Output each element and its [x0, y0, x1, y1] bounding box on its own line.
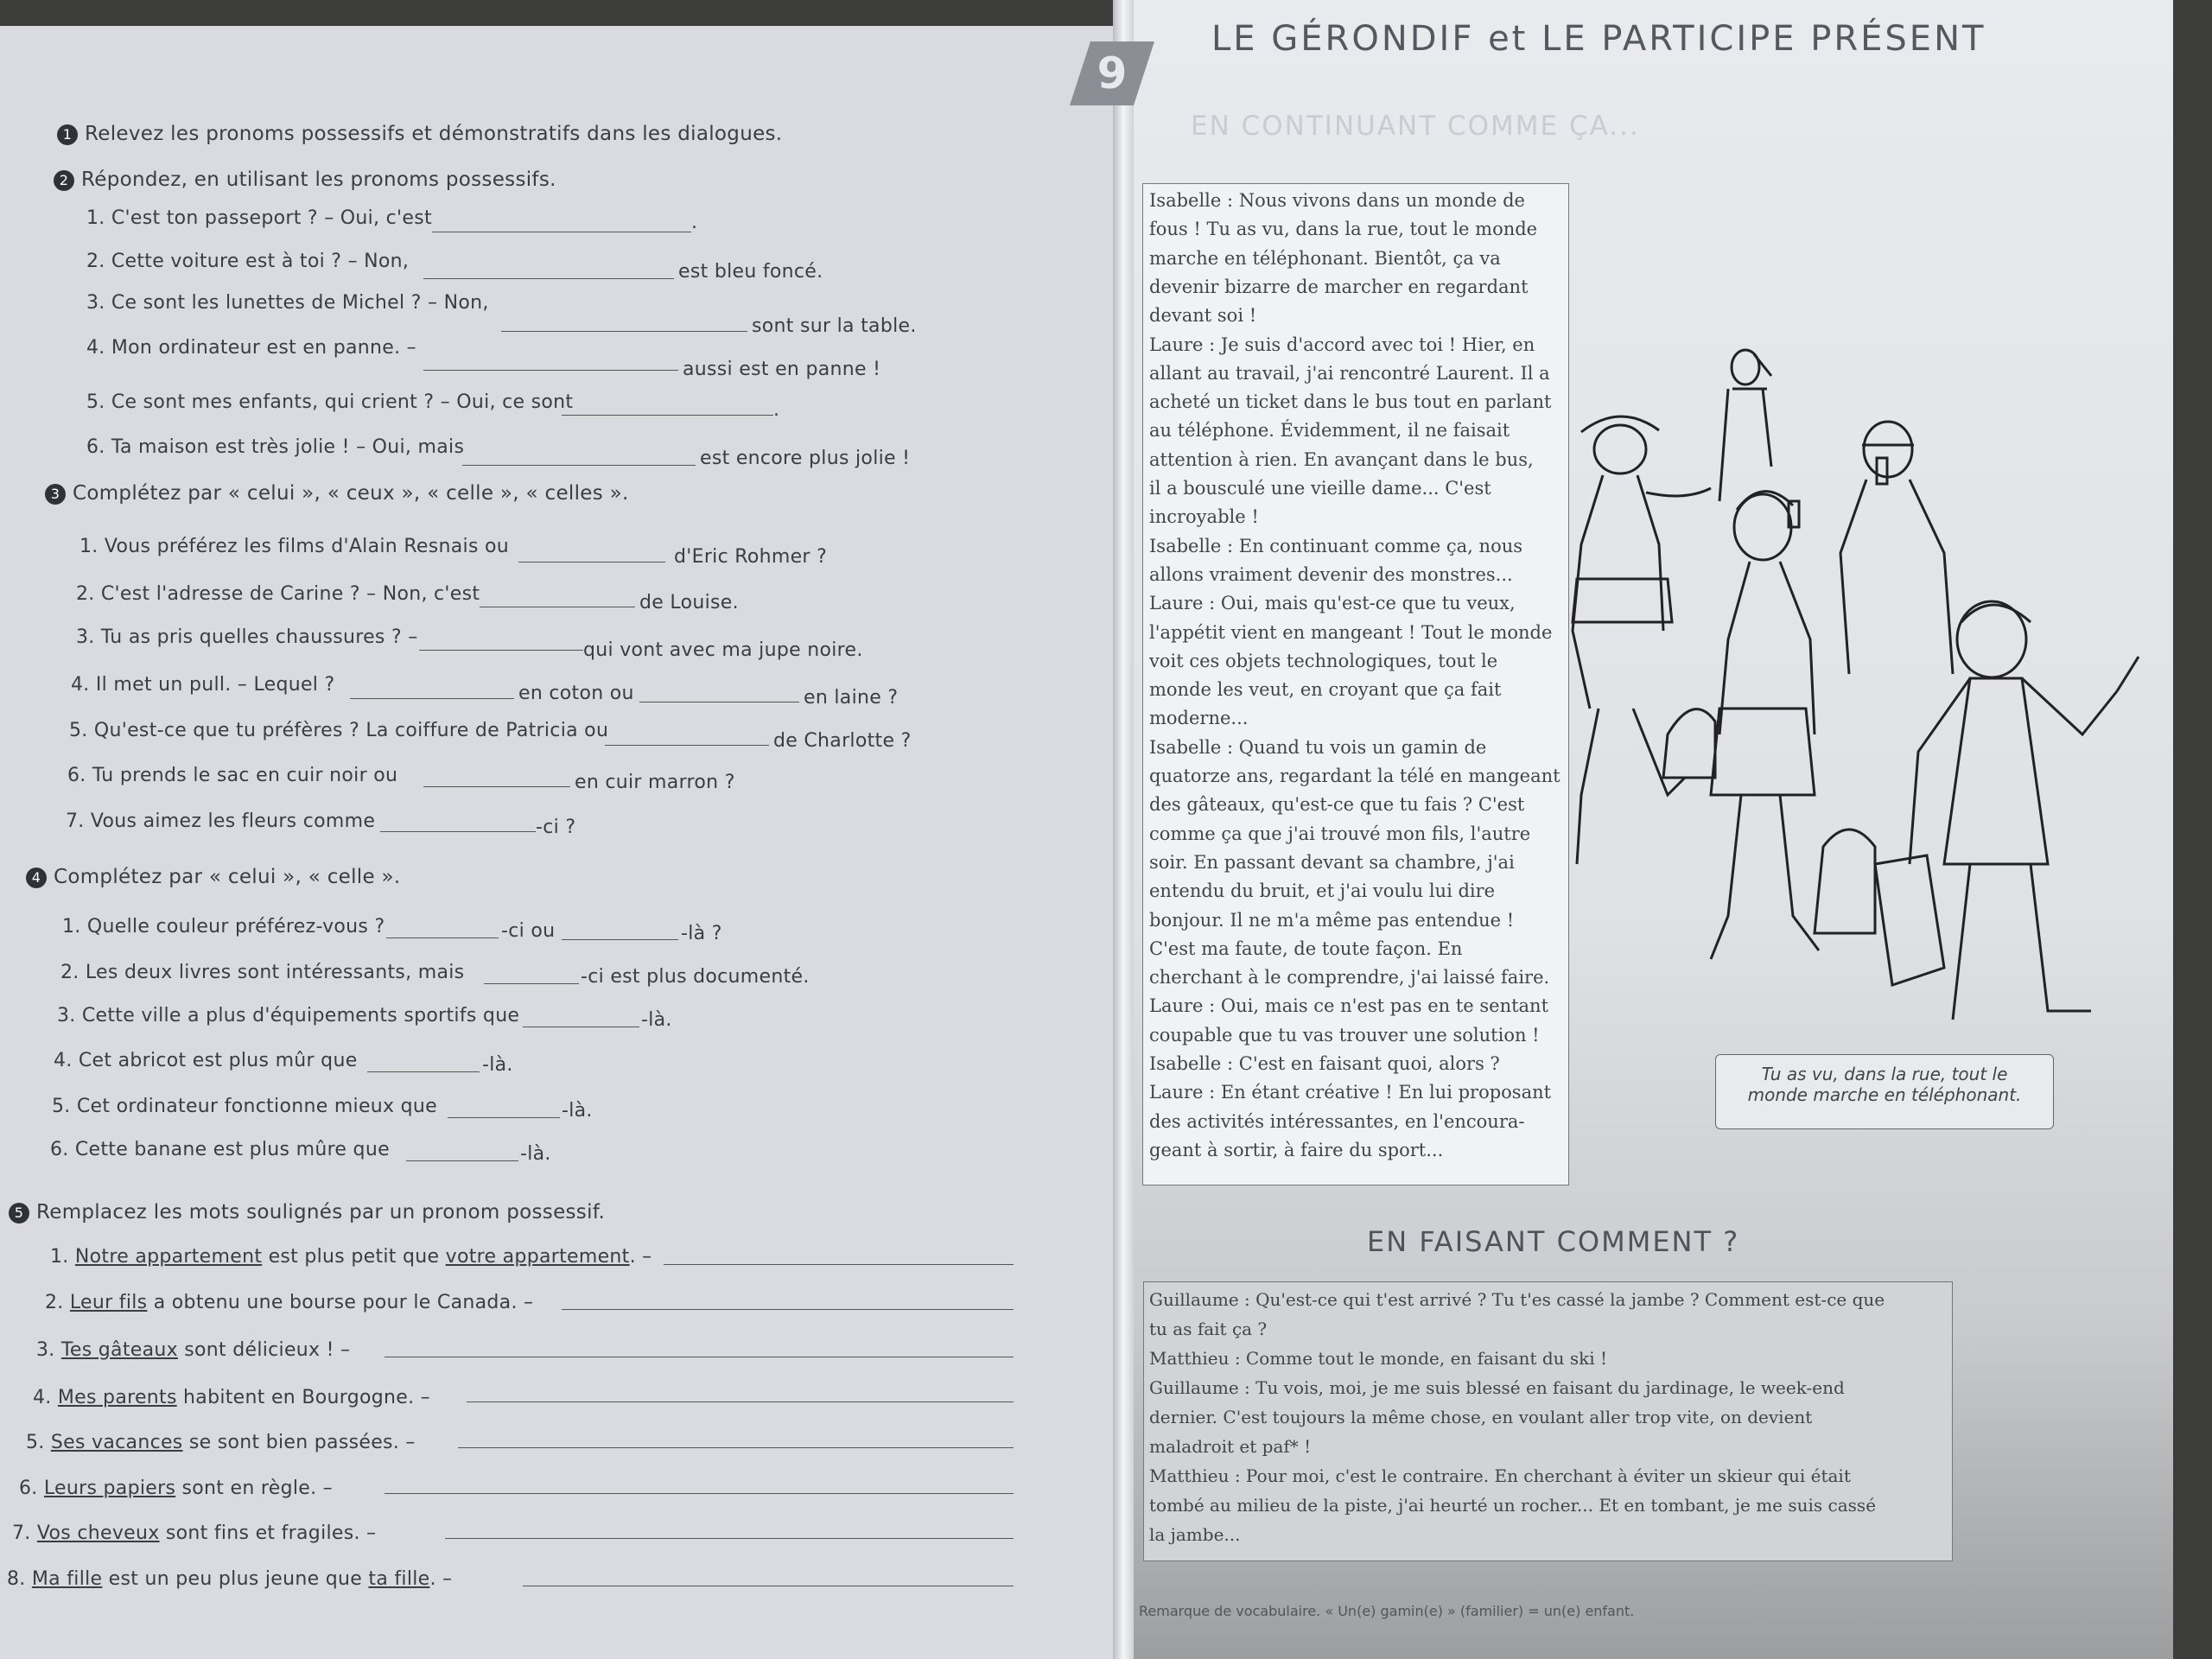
- ex3-item-2: 2. C'est l'adresse de Carine ? – Non, c'est: [76, 583, 480, 605]
- ex2-item-3: 3. Ce sont les lunettes de Michel ? – Non,: [86, 292, 489, 314]
- answer-blank[interactable]: [462, 465, 696, 466]
- exercise-number-3: 3: [45, 484, 66, 505]
- answer-blank[interactable]: [419, 650, 583, 651]
- answer-blank[interactable]: [350, 698, 514, 699]
- ex3-item-6: 6. Tu prends le sac en cuir noir ou: [67, 765, 398, 786]
- dialogue-1-line: Isabelle : C'est en faisant quoi, alors ?: [1149, 1053, 1500, 1074]
- dialogue-1-line: incroyable !: [1149, 506, 1259, 528]
- ex4-item-2: 2. Les deux livres sont intéressants, mais: [60, 962, 465, 983]
- dialogue-1-line: Isabelle : Nous vivons dans un monde de: [1149, 190, 1525, 211]
- answer-blank[interactable]: [380, 831, 536, 832]
- ex4-item-4: 4. Cet abricot est plus mûr que: [54, 1050, 358, 1071]
- answer-blank[interactable]: [385, 1493, 1014, 1494]
- dialogue-1-line: monde les veut, en croyant que ça fait: [1149, 679, 1502, 701]
- ex5-item-8: 8. Ma fille est un peu plus jeune que ta fille. –: [7, 1568, 453, 1590]
- ex5-item-4: 4. Mes parents habitent en Bourgogne. –: [33, 1387, 430, 1408]
- ex2-item-1: 1. C'est ton passeport ? – Oui, c'est: [86, 207, 432, 229]
- ex4-item-1-mid: -ci ou: [501, 920, 556, 942]
- answer-blank[interactable]: [562, 415, 773, 416]
- answer-blank[interactable]: [518, 562, 665, 563]
- exercise-2-instruction: Répondez, en utilisant les pronoms possessifs.: [81, 168, 556, 191]
- people-with-phones-illustration: [1564, 328, 2152, 1046]
- ex3-item-5-end: de Charlotte ?: [773, 730, 912, 752]
- dialogue-1-line: Isabelle : En continuant comme ça, nous: [1149, 535, 1523, 556]
- answer-blank[interactable]: [501, 331, 747, 332]
- dialogue-1-line: quatorze ans, regardant la télé en mangeant: [1149, 766, 1560, 786]
- ex5-item-5: 5. Ses vacances se sont bien passées. –: [26, 1432, 416, 1453]
- dialogue-2-line: Guillaume : Qu'est-ce qui t'est arrivé ? Tu t'es cassé la jambe ? Comment est-ce que: [1149, 1289, 1885, 1310]
- dialogue-1-line: comme ça que j'ai trouvé mon fils, l'autre: [1149, 823, 1531, 844]
- answer-blank[interactable]: [605, 745, 769, 746]
- ex4-item-3: 3. Cette ville a plus d'équipements sportifs que: [57, 1005, 520, 1027]
- answer-blank[interactable]: [562, 1309, 1014, 1310]
- dialogue-1-line: coupable que tu vas trouver une solution !: [1149, 1024, 1540, 1046]
- dialogue-2-line: Matthieu : Comme tout le monde, en faisant du ski !: [1149, 1348, 1608, 1369]
- dialogue-1-line: marche en téléphonant. Bientôt, ça va: [1149, 247, 1501, 269]
- ex5-item-1: 1. Notre appartement est plus petit que votre appartement. –: [50, 1246, 652, 1268]
- exercise-4-instruction: Complétez par « celui », « celle ».: [54, 866, 401, 888]
- exercise-number-4: 4: [26, 868, 47, 888]
- ex2-item-2: 2. Cette voiture est à toi ? – Non,: [86, 251, 410, 272]
- dialogue-1-line: bonjour. Il ne m'a même pas entendue !: [1149, 909, 1515, 931]
- ex3-item-1: 1. Vous préférez les films d'Alain Resnais ou: [79, 536, 510, 557]
- ex4-item-6-end: -là.: [520, 1143, 551, 1165]
- exercise-number-2: 2: [54, 170, 74, 191]
- vocabulary-footnote: Remarque de vocabulaire. « Un(e) gamin(e) » (familier) = un(e) enfant.: [1139, 1603, 1635, 1619]
- ex3-item-3-end: qui vont avec ma jupe noire.: [583, 639, 863, 661]
- ex3-item-1-end: d'Eric Rohmer ?: [674, 546, 828, 568]
- ex4-item-2-end: -ci est plus documenté.: [581, 966, 810, 988]
- dialogue-2-line: dernier. C'est toujours la même chose, en voulant aller trop vite, on devient: [1149, 1407, 1813, 1427]
- dialogue-1-line: acheté un ticket dans le bus tout en parlant: [1149, 391, 1552, 413]
- book-spine: [1113, 0, 1134, 1659]
- dialogue-2-line: la jambe...: [1149, 1524, 1241, 1545]
- dialogue-1-line: Laure : Je suis d'accord avec toi ! Hier, en: [1149, 334, 1535, 355]
- ex3-item-7-end: -ci ?: [536, 817, 576, 838]
- exercise-5-instruction: Remplacez les mots soulignés par un pronom possessif.: [36, 1201, 606, 1224]
- ex3-item-4-mid: en coton ou: [518, 683, 634, 704]
- chapter-number: 9: [1096, 48, 1128, 99]
- answer-blank[interactable]: [562, 939, 678, 940]
- answer-blank[interactable]: [448, 1117, 560, 1118]
- answer-blank[interactable]: [423, 278, 674, 279]
- dialogue-1-line: devenir bizarre de marcher en regardant: [1149, 276, 1529, 297]
- answer-blank[interactable]: [484, 983, 579, 984]
- chapter-title: LE GÉRONDIF et LE PARTICIPE PRÉSENT: [1211, 19, 1986, 59]
- dialogue-1-line: fous ! Tu as vu, dans la rue, tout le monde: [1149, 219, 1538, 240]
- answer-blank[interactable]: [367, 1071, 480, 1072]
- ex2-item-6-end: est encore plus jolie !: [700, 448, 911, 469]
- dialogue-1-line: entendu du bruit, et j'ai voulu lui dire: [1149, 880, 1496, 902]
- dialogue-1-line: l'appétit vient en mangeant ! Tout le monde: [1149, 621, 1553, 643]
- ex2-item-6: 6. Ta maison est très jolie ! – Oui, mais: [86, 436, 465, 458]
- ex2-item-5: 5. Ce sont mes enfants, qui crient ? – Oui, ce sont: [86, 391, 574, 413]
- ex4-item-5: 5. Cet ordinateur fonctionne mieux que: [52, 1096, 437, 1117]
- ex3-item-5: 5. Qu'est-ce que tu préfères ? La coiffure de Patricia ou: [69, 720, 609, 741]
- dialogue-1-line: Isabelle : Quand tu vois un gamin de: [1149, 736, 1487, 758]
- dialogue-1-line: au téléphone. Évidemment, il ne faisait: [1149, 420, 1510, 442]
- ex4-item-5-end: -là.: [562, 1100, 593, 1122]
- dialogue-1-line: geant à sortir, à faire du sport...: [1149, 1139, 1444, 1160]
- answer-blank[interactable]: [664, 1264, 1014, 1265]
- ex2-item-4-end: aussi est en panne !: [683, 359, 881, 380]
- ex3-item-2-end: de Louise.: [639, 592, 739, 613]
- ex3-item-3: 3. Tu as pris quelles chaussures ? –: [76, 626, 418, 648]
- ex3-item-4-end: en laine ?: [804, 687, 899, 709]
- dialogue-1-line: moderne...: [1149, 708, 1249, 729]
- ex4-item-6: 6. Cette banane est plus mûre que: [50, 1139, 390, 1160]
- dialogue-2-line: Matthieu : Pour moi, c'est le contraire. En cherchant à éviter un skieur qui était: [1149, 1465, 1851, 1486]
- dialogue-1-line: allant au travail, j'ai rencontré Laurent. Il a: [1149, 362, 1550, 384]
- dialogue-1-line: voit ces objets technologiques, tout le: [1149, 650, 1498, 671]
- dialogue-1-line: il a bousculé une vieille dame... C'est: [1149, 478, 1491, 499]
- exercise-number-1: 1: [57, 124, 78, 145]
- ex2-item-5-end: .: [773, 399, 780, 421]
- answer-blank[interactable]: [423, 370, 678, 371]
- ex5-item-7: 7. Vos cheveux sont fins et fragiles. –: [12, 1522, 377, 1544]
- dialogue-1-line: des activités intéressantes, en l'encoura-: [1149, 1110, 1525, 1132]
- ex4-item-4-end: -là.: [482, 1054, 513, 1076]
- exercise-1-instruction: Relevez les pronoms possessifs et démonstratifs dans les dialogues.: [85, 123, 783, 145]
- dialogue-1-line: devant soi !: [1149, 305, 1257, 327]
- section-subtitle-2: EN FAISANT COMMENT ?: [1367, 1225, 1740, 1258]
- dialogue-1-line: attention à rien. En avançant dans le bus,: [1149, 448, 1534, 470]
- ex4-item-3-end: -là.: [641, 1009, 672, 1031]
- ex5-item-6: 6. Leurs papiers sont en règle. –: [19, 1478, 333, 1499]
- section-subtitle-1: EN CONTINUANT COMME ÇA...: [1191, 111, 1640, 142]
- exercise-number-5: 5: [9, 1203, 29, 1224]
- ex5-item-2: 2. Leur fils a obtenu une bourse pour le Canada. –: [45, 1292, 534, 1313]
- ex2-item-4: 4. Mon ordinateur est en panne. –: [86, 337, 416, 359]
- dialogue-1-line: soir. En passant devant sa chambre, j'ai: [1149, 851, 1515, 873]
- dialogue-2-line: Guillaume : Tu vois, moi, je me suis blessé en faisant du jardinage, le week-end: [1149, 1377, 1845, 1398]
- dialogue-2-line: tu as fait ça ?: [1149, 1319, 1268, 1339]
- ex4-item-1: 1. Quelle couleur préférez-vous ?: [62, 916, 385, 938]
- dialogue-1-line: Laure : Oui, mais qu'est-ce que tu veux,: [1149, 593, 1516, 614]
- ex3-item-4: 4. Il met un pull. – Lequel ?: [71, 674, 335, 696]
- ex2-item-2-end: est bleu foncé.: [678, 261, 823, 283]
- speech-bubble-line-2: monde marche en téléphonant.: [1747, 1084, 2022, 1105]
- exercise-3-instruction: Complétez par « celui », « ceux », « celle », « celles ».: [73, 482, 629, 505]
- ex5-item-3: 3. Tes gâteaux sont délicieux ! –: [36, 1339, 351, 1361]
- ex3-item-6-end: en cuir marron ?: [575, 772, 735, 793]
- ex2-item-3-end: sont sur la table.: [752, 315, 917, 337]
- ex2-item-1-end: .: [691, 212, 698, 233]
- dialogue-1-line: C'est ma faute, de toute façon. En: [1149, 938, 1463, 959]
- ex4-item-1-end: -là ?: [681, 923, 722, 944]
- answer-blank[interactable]: [445, 1538, 1014, 1539]
- dialogue-1-line: allons vraiment devenir des monstres...: [1149, 563, 1513, 585]
- dialogue-1-line: des gâteaux, qu'est-ce que tu fais ? C'est: [1149, 794, 1525, 816]
- answer-blank[interactable]: [458, 1447, 1014, 1448]
- dialogue-1-line: Laure : Oui, mais ce n'est pas en te sentant: [1149, 995, 1549, 1017]
- dialogue-2-line: tombé au milieu de la piste, j'ai heurté un rocher... Et en tombant, je me suis cassé: [1149, 1495, 1877, 1516]
- dialogue-1-line: Laure : En étant créative ! En lui proposant: [1149, 1082, 1552, 1103]
- chapter-number-badge: [1070, 41, 1154, 105]
- dialogue-1-line: cherchant à le comprendre, j'ai laissé faire.: [1149, 967, 1550, 988]
- answer-blank[interactable]: [423, 786, 570, 787]
- dialogue-2-line: maladroit et paf* !: [1149, 1436, 1312, 1457]
- ex3-item-7: 7. Vous aimez les fleurs comme: [66, 810, 376, 832]
- answer-blank[interactable]: [406, 1160, 518, 1161]
- speech-bubble: [1715, 1054, 2054, 1129]
- speech-bubble-line-1: Tu as vu, dans la rue, tout le: [1761, 1064, 2008, 1084]
